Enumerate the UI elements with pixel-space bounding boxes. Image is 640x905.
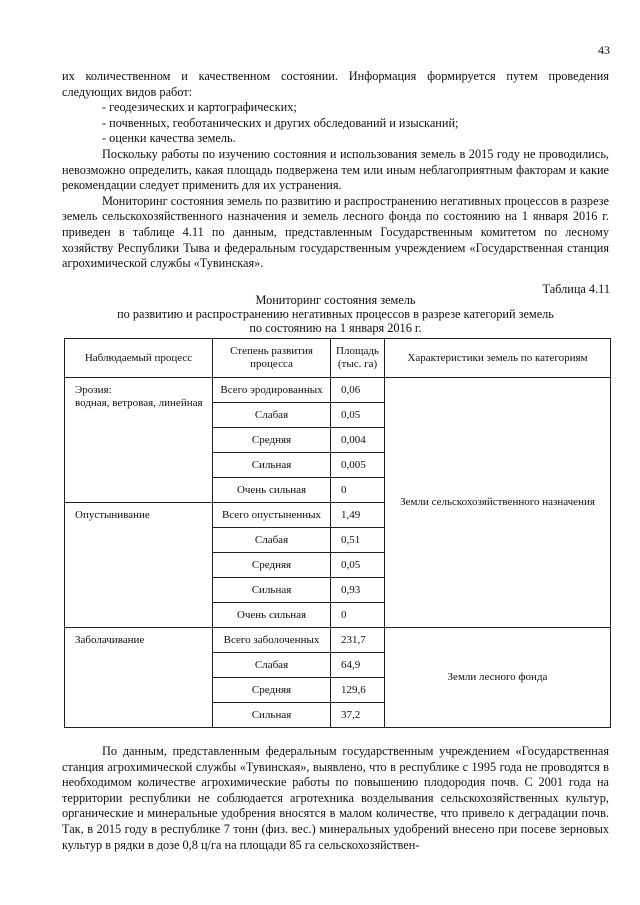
table-label: Таблица 4.11	[542, 282, 610, 296]
degree-cell: Средняя	[213, 553, 331, 578]
intro-paragraph-2: Поскольку работы по изучению состояния и использования земель в 2015 году не проводились, невозможно определить, какая площадь подвержена тем или иным неблагоприятным факторам и какие рекомендации следует применить для их устранения.	[62, 146, 609, 193]
process-waterlogging: Заболачивание	[65, 628, 213, 728]
degree-cell: Очень сильная	[213, 603, 331, 628]
degree-cell: Средняя	[213, 428, 331, 453]
area-cell: 0,05	[331, 403, 385, 428]
header-degree: Степень развития процесса	[213, 339, 331, 378]
degree-cell: Сильная	[213, 703, 331, 728]
header-area: Площадь (тыс. га)	[331, 339, 385, 378]
list-item: - оценки качества земель.	[102, 131, 236, 146]
degree-cell: Всего эродированных	[213, 378, 331, 403]
page-number: 43	[598, 43, 610, 57]
area-cell: 1,49	[331, 503, 385, 528]
degree-cell: Сильная	[213, 453, 331, 478]
area-cell: 0,004	[331, 428, 385, 453]
intro-paragraph-1: их количественном и качественном состоянии. Информация формируется путем проведения следующих видов работ:	[62, 69, 609, 99]
area-cell: 0,05	[331, 553, 385, 578]
intro-paragraph-3: Мониторинг состояния земель по развитию и распространению негативных процессов в разрезе земель сельскохозяйственного назначения и земель лесного фонда по состоянию на 1 января 2016 г. приведен в таблице 4.11 по данным, представленным Государственным комитетом по лесному хозяйству Республики Тыва и федеральным государственным учреждением «Государственная станция агрохимической службы «Тувинская».	[62, 193, 609, 271]
area-cell: 0	[331, 478, 385, 503]
table-header-row	[65, 339, 611, 378]
process-erosion: Эрозия: водная, ветровая, линейная	[65, 378, 213, 503]
degree-cell: Средняя	[213, 678, 331, 703]
area-cell: 37,2	[331, 703, 385, 728]
outro-text	[62, 744, 609, 853]
table-title-line: по состоянию на 1 января 2016 г.	[249, 321, 422, 335]
degree-cell: Слабая	[213, 528, 331, 553]
list-item: - геодезических и картографических;	[102, 100, 297, 115]
degree-cell: Очень сильная	[213, 478, 331, 503]
area-cell: 0	[331, 603, 385, 628]
process-desertification: Опустынивание	[65, 503, 213, 628]
header-process: Наблюдаемый процесс	[65, 339, 213, 378]
degree-cell: Всего заболоченных	[213, 628, 331, 653]
header-land: Характеристики земель по категориям	[385, 339, 611, 378]
area-cell: 0,005	[331, 453, 385, 478]
degree-cell: Слабая	[213, 403, 331, 428]
table-title-line: по развитию и распространению негативных процессов в разрезе категорий земель	[117, 307, 554, 321]
area-cell: 129,6	[331, 678, 385, 703]
area-cell: 64,9	[331, 653, 385, 678]
degree-cell: Сильная	[213, 578, 331, 603]
list-item: - почвенных, геоботанических и других обследований и изысканий;	[102, 115, 459, 130]
area-cell: 0,51	[331, 528, 385, 553]
degree-cell: Слабая	[213, 653, 331, 678]
land-agricultural: Земли сельскохозяйственного назначения	[385, 378, 611, 628]
table-title	[62, 293, 609, 335]
degree-cell: Всего опустыненных	[213, 503, 331, 528]
outro-paragraph-1: По данным, представленным федеральным государственным учреждением «Государственная станция агрохимической службы «Тувинская», выявлено, что в республике с 1995 года не проводятся в необходимом количестве агрохимические работы по повышению плодородия почв. С 2001 года на территории республики не соблюдается агротехника возделывания сельскохозяйственных культур, органические и минеральные удобрения вносятся в малом количестве, что привело к деградации почв. Так, в 2015 году в республике 7 тонн (физ. вес.) минеральных удобрений внесено при посеве зерновых культур в рядки в дозе 0,8 ц/га на площади 85 га сельскохозяйствен-	[62, 744, 609, 852]
land-forest: Земли лесного фонда	[385, 628, 611, 728]
area-cell: 0,93	[331, 578, 385, 603]
intro-text	[62, 69, 609, 272]
table-title-line: Мониторинг состояния земель	[255, 293, 416, 307]
table-row	[65, 378, 611, 403]
table-row	[65, 628, 611, 653]
monitoring-table	[64, 338, 611, 728]
area-cell: 231,7	[331, 628, 385, 653]
area-cell: 0,06	[331, 378, 385, 403]
